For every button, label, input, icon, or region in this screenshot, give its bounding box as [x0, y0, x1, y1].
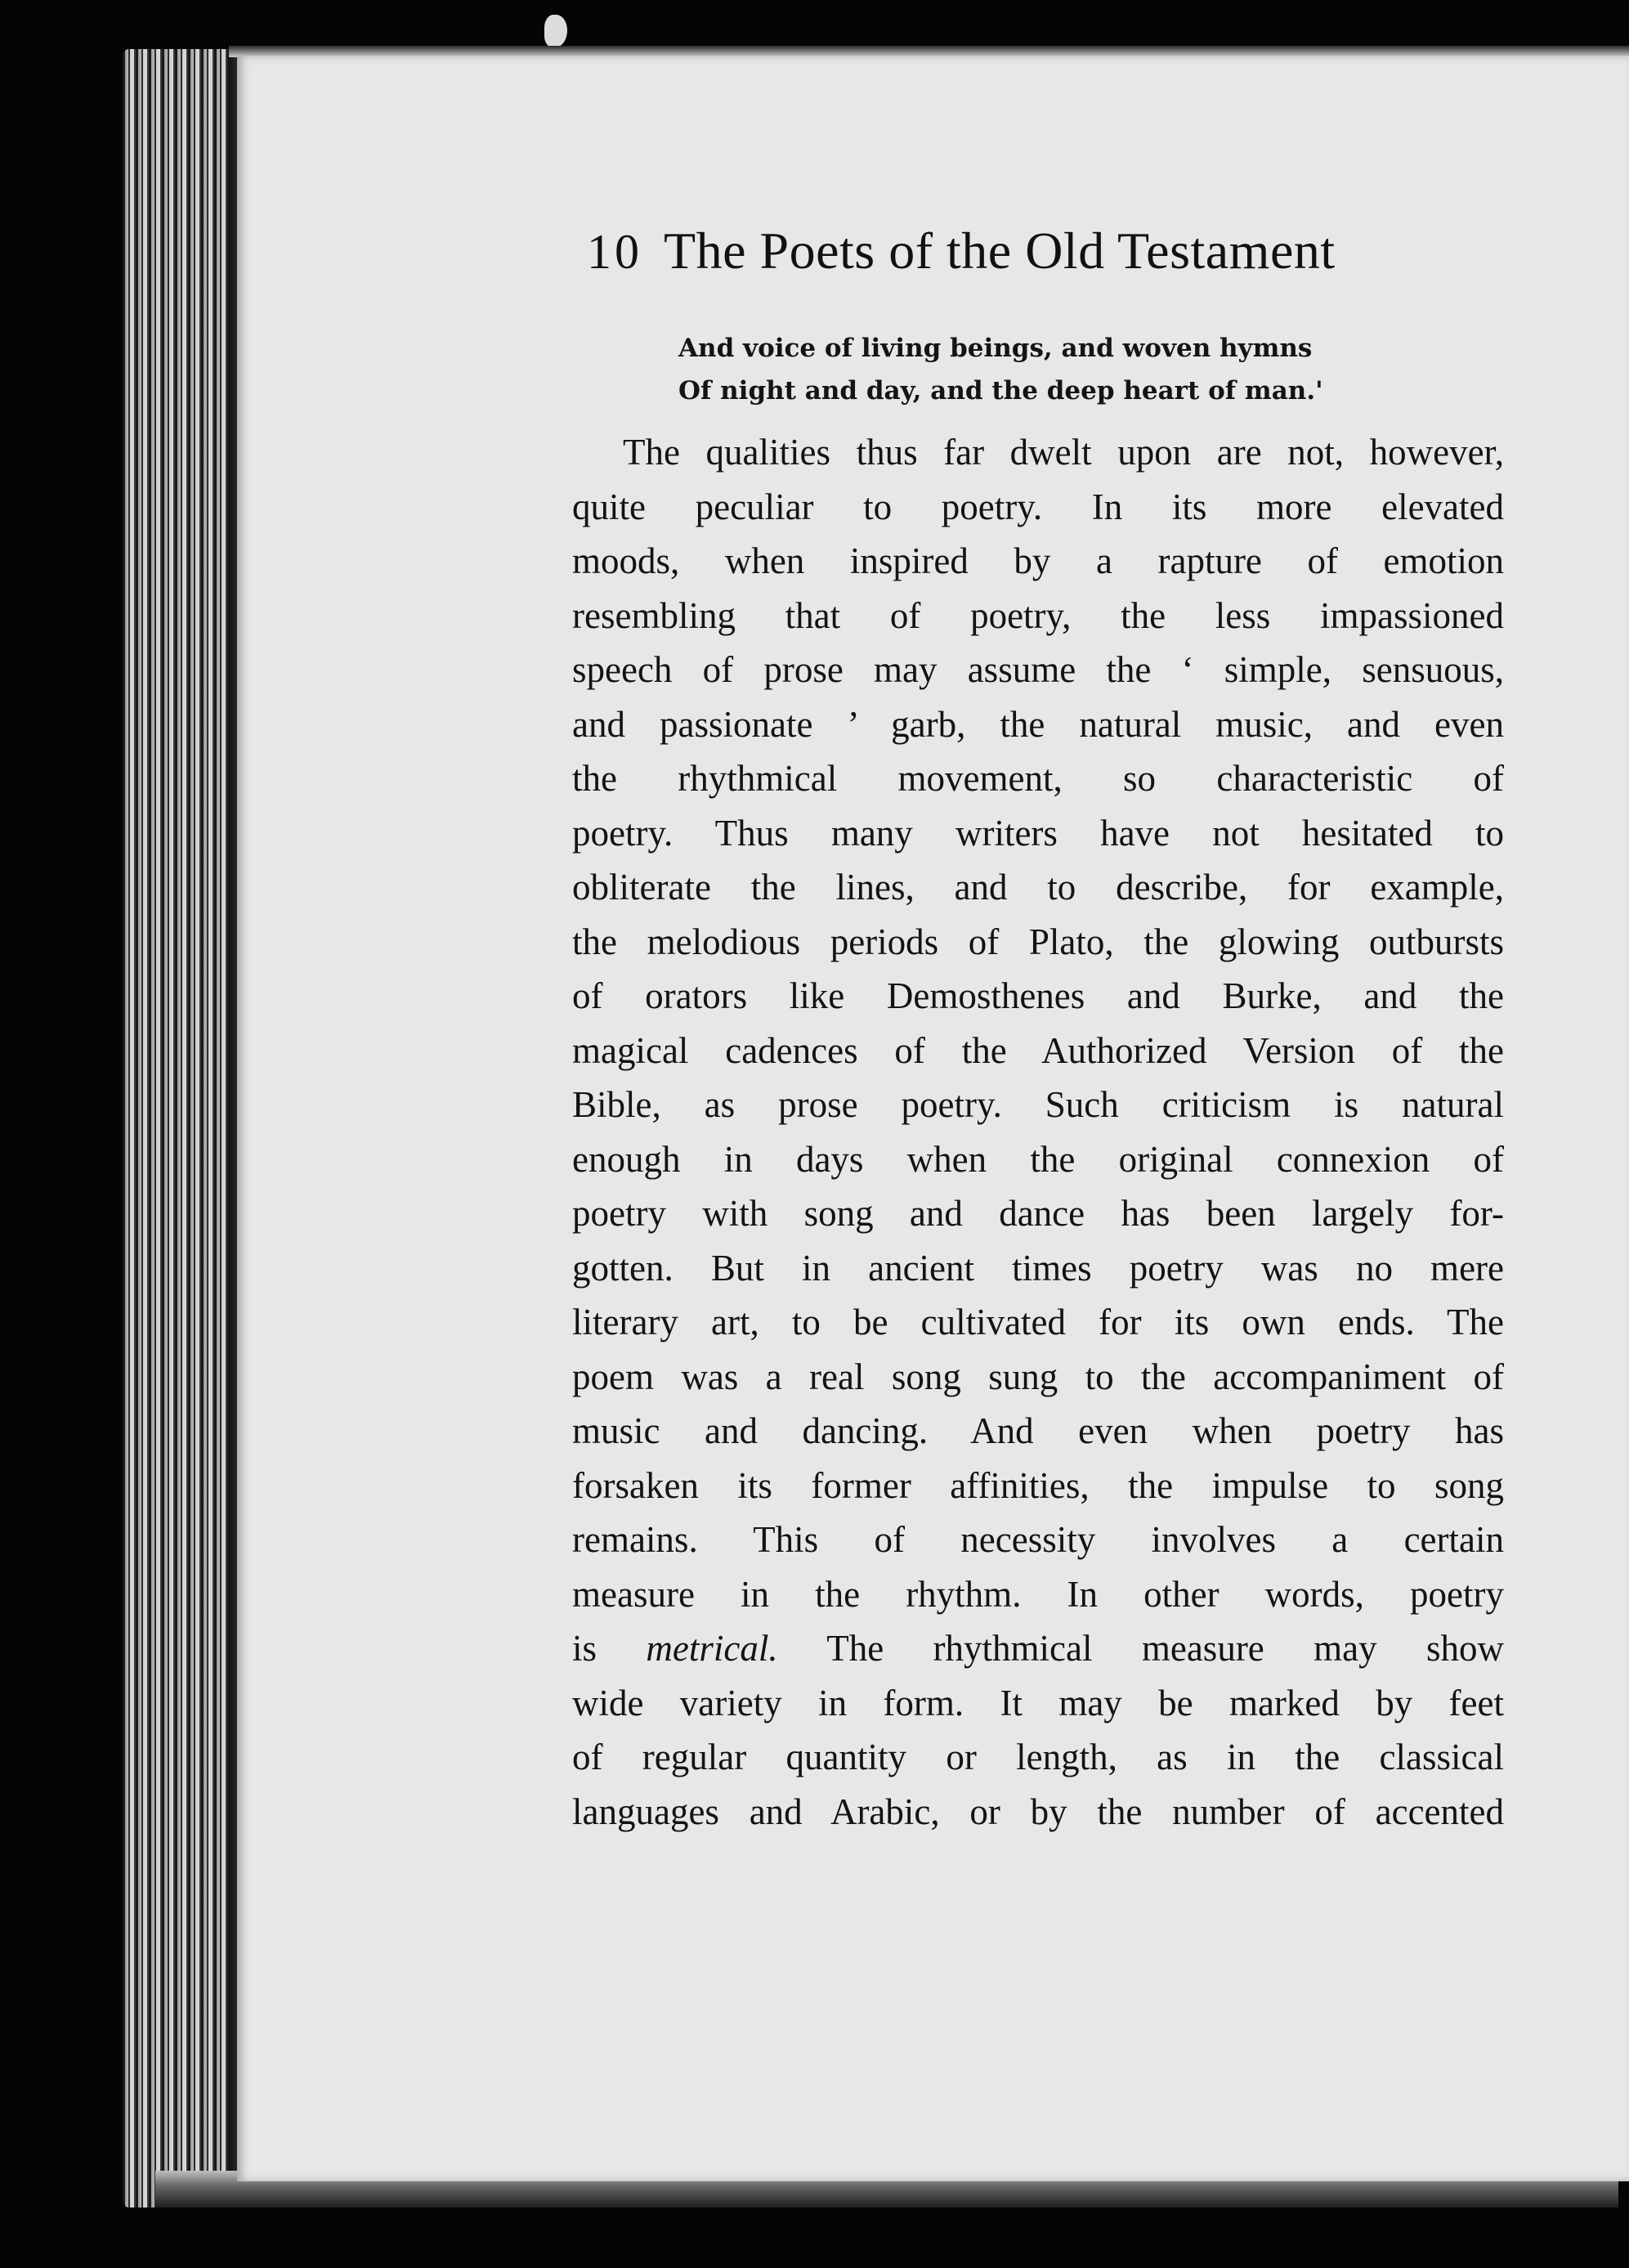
- text-line: music and dancing. And even when poetry has: [572, 1410, 1504, 1451]
- text-line: Bible, as prose poetry. Such criticism is natural: [572, 1084, 1504, 1125]
- text-line: poetry with song and dance has been largely for-: [572, 1193, 1504, 1234]
- text-line: poetry. Thus many writers have not hesitated to: [572, 812, 1504, 854]
- text-line: enough in days when the original connexion of: [572, 1138, 1504, 1180]
- text-line: literary art, to be cultivated for its own ends. The: [572, 1302, 1504, 1342]
- text-line: The qualities thus far dwelt upon are not, however,: [623, 432, 1504, 473]
- book-page-edges: [123, 49, 245, 2207]
- running-head: [587, 221, 1502, 294]
- text-line: resembling that of poetry, the less impassioned: [572, 594, 1504, 636]
- text-line: the rhythmical movement, so characteristic of: [572, 758, 1504, 799]
- text-segment: The rhythmical measure may show: [826, 1628, 1505, 1669]
- text-line: of regular quantity or length, as in the classical: [572, 1737, 1504, 1777]
- text-line: magical cadences of the Authorized Version of the: [572, 1029, 1504, 1071]
- text-line: languages and Arabic, or by the number of accented: [572, 1791, 1504, 1832]
- epigraph-line: And voice of living beings, and woven hymns: [678, 334, 1313, 363]
- text-line: obliterate the lines, and to describe, for example,: [572, 867, 1504, 908]
- text-line: quite peculiar to poetry. In its more elevated: [572, 486, 1504, 527]
- text-line: wide variety in form. It may be marked by feet: [572, 1682, 1504, 1723]
- emphasized-word: metrical.: [646, 1628, 778, 1669]
- text-segment: is: [572, 1628, 597, 1669]
- epigraph: [678, 327, 1479, 412]
- body-paragraph: [572, 425, 1504, 1839]
- running-title: The Poets of the Old Testament: [664, 222, 1336, 280]
- epigraph-line: Of night and day, and the deep heart of man.': [678, 376, 1323, 406]
- text-line-with-emphasis: [572, 1621, 1504, 1676]
- page-number: 10: [587, 225, 642, 279]
- text-line: speech of prose may assume the ‘ simple, sensuous,: [572, 649, 1504, 690]
- text-line: gotten. But in ancient times poetry was no mere: [572, 1247, 1504, 1289]
- text-line: poem was a real song sung to the accompaniment of: [572, 1356, 1504, 1397]
- text-line: measure in the rhythm. In other words, poetry: [572, 1573, 1504, 1615]
- text-line: the melodious periods of Plato, the glowing outbursts: [572, 921, 1504, 962]
- text-line: and passionate ’ garb, the natural music, and even: [572, 703, 1504, 745]
- text-line: moods, when inspired by a rapture of emotion: [572, 540, 1504, 581]
- text-line: of orators like Demosthenes and Burke, and the: [572, 975, 1504, 1016]
- text-line: forsaken its former affinities, the impulse to song: [572, 1464, 1504, 1506]
- text-line: remains. This of necessity involves a certain: [572, 1519, 1504, 1560]
